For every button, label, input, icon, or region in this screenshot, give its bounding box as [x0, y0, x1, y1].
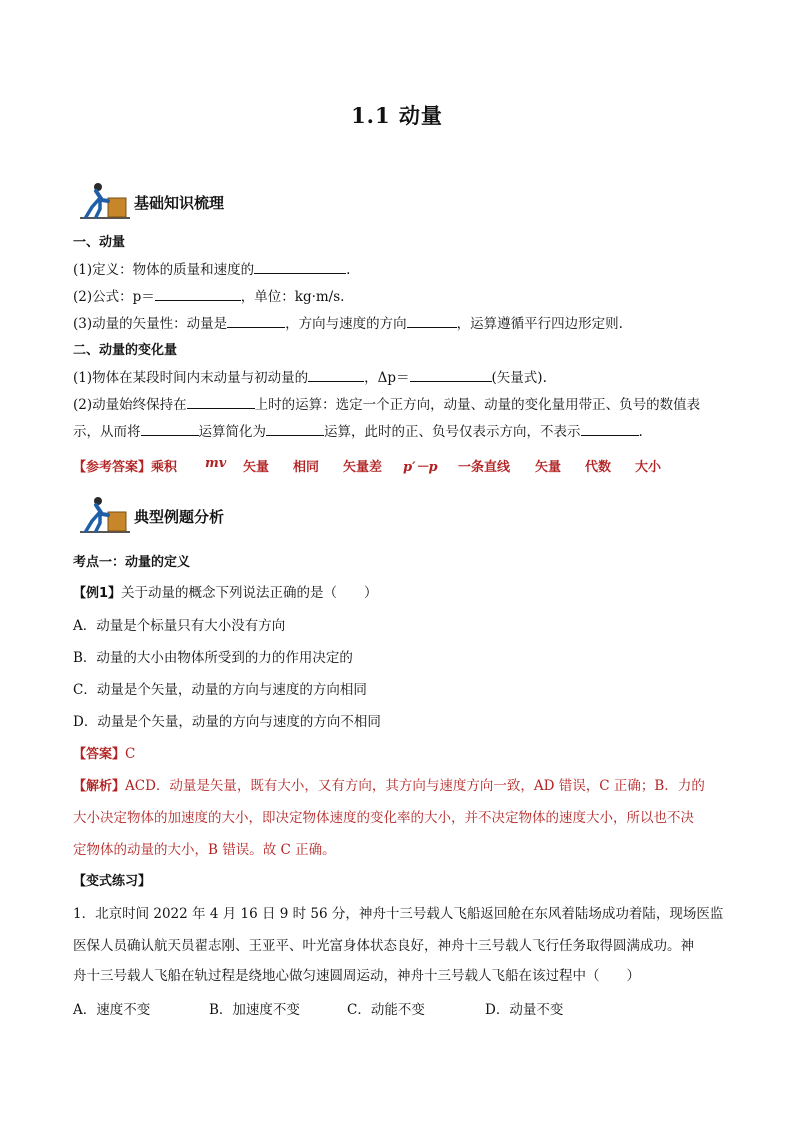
text-segment: (矢量式).	[491, 370, 547, 386]
answer-line	[73, 744, 733, 765]
fill-blank	[155, 286, 241, 301]
text-segment: (1)物体在某段时间内末动量与初动量的	[73, 370, 309, 386]
fill-blank	[410, 367, 492, 382]
practice-heading: 【变式练习】	[73, 874, 152, 889]
answer-item: mv	[205, 456, 227, 471]
question-text: 关于动量的概念下列说法正确的是（ ）	[121, 585, 378, 601]
text-segment: ，Δp＝	[364, 370, 410, 386]
text-segment: ，单位：kg·m/s.	[240, 289, 345, 305]
answer-item: 代数	[585, 460, 612, 475]
text-segment: (2)公式：p＝	[73, 289, 155, 305]
subheading: 二、动量的变化量	[73, 343, 178, 358]
practice-text-line: 舟十三号载人飞船在轨过程是绕地心做匀速圆周运动，神舟十三号载人飞船在该过程中（ ）	[73, 968, 640, 984]
text-segment: 运算简化为	[198, 424, 266, 440]
question-tag: 【例1】	[73, 586, 122, 601]
practice-option: A．速度不变	[73, 1002, 151, 1018]
answer-item: 矢量	[243, 460, 270, 475]
section-header-basic	[78, 180, 278, 220]
text-segment: 示，从而将	[73, 424, 141, 440]
text-segment: (2)动量始终保持在	[73, 397, 187, 413]
practice-options	[73, 998, 733, 1018]
analysis-line: 大小决定物体的加速度的大小，即决定物体速度的变化率的大小，并不决定物体的速度大小，所以也不决	[73, 810, 694, 826]
analysis-tag: 【解析】	[73, 779, 126, 794]
fill-blank	[254, 259, 346, 274]
answer-value: C	[125, 746, 136, 762]
subheading: 一、动量	[73, 235, 126, 250]
answer-item: p′－p	[403, 460, 438, 475]
text-line	[73, 286, 733, 307]
text-segment: (1)定义：物体的质量和速度的	[73, 262, 255, 278]
practice-option: C．动能不变	[347, 1002, 425, 1018]
section-header-examples	[78, 494, 278, 534]
answer-item: 一条直线	[458, 460, 511, 475]
text-line	[73, 367, 733, 388]
analysis-text: ACD．动量是矢量，既有大小，又有方向，其方向与速度方向一致，AD 错误，C 正确；B．力的	[125, 778, 705, 794]
option-b: B．动量的大小由物体所受到的力的作用决定的	[73, 650, 353, 666]
text-line	[73, 313, 733, 334]
text-segment: .	[346, 262, 351, 278]
fill-blank	[581, 421, 639, 436]
practice-text-line: 1．北京时间 2022 年 4 月 16 日 9 时 56 分，神舟十三号载人飞船返回舱在东风着陆场成功着陆，现场医监	[73, 906, 724, 922]
topic-heading: 考点一：动量的定义	[73, 555, 191, 570]
pushing-box-icon	[78, 180, 132, 220]
answer-item: 矢量	[535, 460, 562, 475]
text-line	[73, 421, 733, 442]
analysis-line	[73, 776, 733, 797]
fill-blank	[141, 421, 199, 436]
analysis-line: 定物体的动量的大小，B 错误。故 C 正确。	[73, 842, 336, 858]
answer-item: 大小	[635, 460, 662, 475]
practice-option: D．动量不变	[485, 1002, 564, 1018]
practice-text-line: 医保人员确认航天员翟志刚、王亚平、叶光富身体状态良好，神舟十三号载人飞行任务取得圆满成功。神	[73, 938, 694, 954]
answer-item: 【参考答案】乘积	[73, 460, 178, 475]
text-segment: ，运算遵循平行四边形定则.	[456, 316, 623, 332]
fill-blank	[407, 313, 457, 328]
question-line	[73, 583, 733, 604]
fill-blank	[308, 367, 364, 382]
fill-blank	[266, 421, 324, 436]
fill-blank	[227, 313, 285, 328]
answer-item: 相同	[293, 460, 320, 475]
answer-item: 矢量差	[343, 460, 383, 475]
fill-blank	[187, 394, 255, 409]
text-segment: 上时的运算：选定一个正方向，动量、动量的变化量用带正、负号的数值表	[254, 397, 701, 413]
text-line	[73, 394, 733, 415]
section-heading: 基础知识梳理	[134, 194, 225, 212]
text-segment: ，方向与速度的方向	[285, 316, 407, 332]
option-c: C．动量是个矢量，动量的方向与速度的方向相同	[73, 682, 367, 698]
option-a: A．动量是个标量只有大小没有方向	[73, 618, 286, 634]
text-segment: (3)动量的矢量性：动量是	[73, 316, 228, 332]
practice-option: B．加速度不变	[209, 1002, 300, 1018]
pushing-box-icon	[78, 494, 132, 534]
answer-tag: 【答案】	[73, 747, 126, 762]
section-heading: 典型例题分析	[134, 508, 225, 526]
page-title: 1.1 动量	[351, 103, 443, 128]
text-segment: .	[638, 424, 643, 440]
option-d: D．动量是个矢量，动量的方向与速度的方向不相同	[73, 714, 381, 730]
text-segment: 运算，此时的正、负号仅表示方向，不表示	[324, 424, 581, 440]
text-line	[73, 259, 733, 280]
